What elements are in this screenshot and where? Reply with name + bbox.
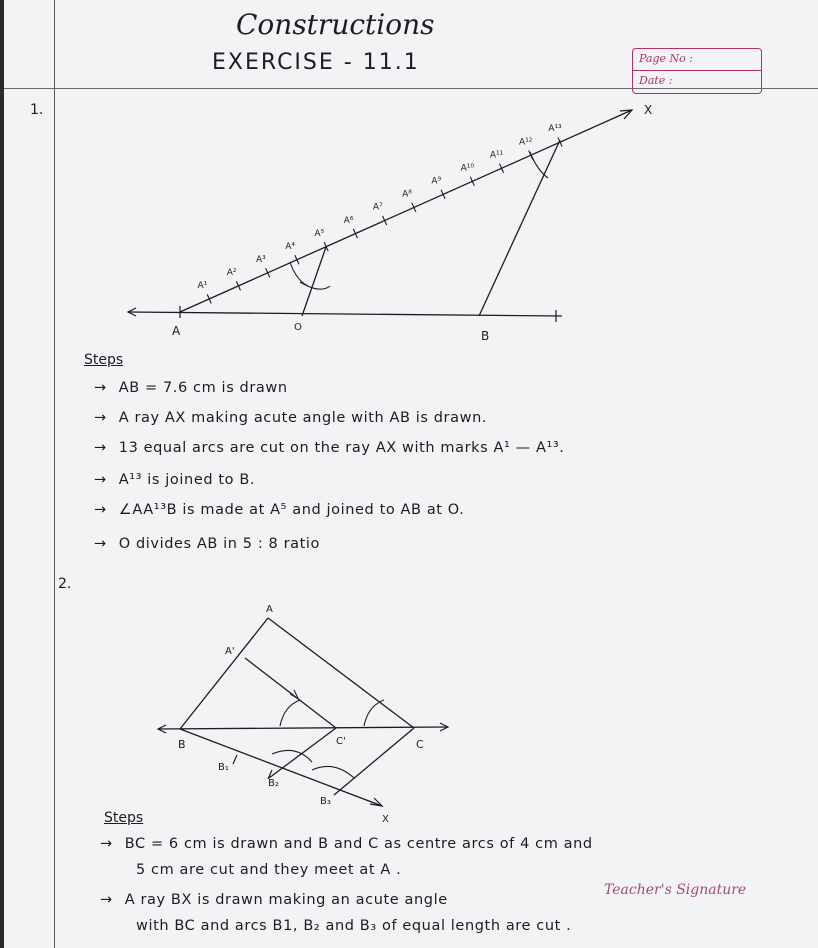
arc-angle-b3 [312, 766, 354, 778]
arc-mark-label-5: A⁵ [314, 228, 325, 239]
arc-mark-label-3: A³ [255, 254, 266, 265]
line-ac-2 [268, 618, 414, 728]
step-marker: → [94, 472, 107, 488]
arc-angle-a-2 [280, 700, 300, 726]
line-ab-2 [180, 618, 268, 729]
label-cprime-2: C' [336, 736, 346, 747]
q2-step: → BC = 6 cm is drawn and B and C as centre arcs of 4 cm and [100, 836, 593, 852]
line-ab [128, 312, 562, 316]
label-a: A [172, 324, 181, 338]
arc-mark-label-10: A¹⁰ [460, 163, 474, 174]
equal-arc-labels [198, 124, 563, 291]
label-b1-2: B₁ [218, 762, 229, 773]
q1-step: → A ray AX making acute angle with AB is drawn. [94, 410, 488, 426]
label-x: X [644, 103, 653, 117]
exercise-heading: EXERCISE - 11.1 [212, 50, 420, 75]
arc-angle-a5 [290, 262, 308, 286]
label-b: B [481, 329, 490, 343]
label-a-2: A [266, 604, 273, 615]
arc-mark-label-12: A¹² [519, 137, 533, 148]
steps-heading-1: Steps [84, 352, 124, 368]
q2-step-continued: 5 cm are cut and they meet at A . [136, 862, 402, 878]
equal-arc-ticks [207, 137, 562, 303]
line-c-b3 [334, 728, 414, 795]
step-marker: → [94, 536, 107, 552]
step-marker: → [100, 836, 113, 852]
line-cprime-aprime [245, 658, 336, 728]
question-2-number: 2. [58, 576, 72, 592]
question-1-number: 1. [30, 102, 44, 118]
label-b3-2: B₃ [320, 796, 331, 807]
q1-step: → ∠AA¹³B is made at A⁵ and joined to AB at O. [94, 502, 465, 518]
page-no-label: Page No : [639, 52, 693, 65]
arc-mark-label-6: A⁶ [343, 215, 354, 226]
line-bc [158, 727, 448, 729]
label-b-2: B [178, 738, 186, 751]
q1-step: → O divides AB in 5 : 8 ratio [94, 536, 321, 552]
arc-mark-label-9: A⁹ [431, 176, 442, 187]
label-aprime-2: A' [225, 646, 235, 657]
arc-mark-label-2: A² [226, 268, 237, 279]
step-marker: → [94, 410, 107, 426]
arc-angle-a13 [530, 152, 548, 178]
step-marker: → [94, 502, 107, 518]
ray-ax [180, 110, 632, 312]
q2-step: → A ray BX is drawn making an acute angle [100, 892, 448, 908]
arc-mark-label-13: A¹³ [548, 124, 562, 135]
label-b2-2: B₂ [268, 778, 279, 789]
date-label: Date : [639, 74, 673, 87]
line-cprime-b2 [269, 728, 336, 778]
ray-bx [180, 729, 382, 806]
teacher-signature-label: Teacher's Signature [604, 882, 747, 898]
arc-mark-label-4: A⁴ [285, 241, 295, 252]
label-o: O [294, 322, 302, 333]
steps-heading-2: Steps [104, 810, 144, 826]
q1-step: → A¹³ is joined to B. [94, 472, 256, 488]
figure-2-construction [158, 604, 448, 825]
step-marker: → [94, 380, 107, 396]
arc-mark-label-11: A¹¹ [489, 150, 504, 161]
q1-step: → 13 equal arcs are cut on the ray AX with marks A¹ — A¹³. [94, 440, 565, 456]
tick-b1 [233, 755, 237, 764]
line-a5-o [302, 247, 326, 316]
line-a13-b [479, 140, 560, 316]
q1-step: → AB = 7.6 cm is drawn [94, 380, 288, 396]
q2-step-continued: with BC and arcs B1, B₂ and B₃ of equal length are cut . [136, 918, 572, 934]
step-marker: → [94, 440, 107, 456]
arc-mark-label-8: A⁸ [402, 189, 412, 200]
step-marker: → [100, 892, 113, 908]
label-c-2: C [416, 738, 424, 751]
arc-mark-label-1: A¹ [197, 281, 208, 292]
arc-cut-o [300, 282, 330, 289]
page-title: Constructions [236, 8, 435, 41]
arc-mark-label-7: A⁷ [372, 202, 383, 213]
label-x-2: X [382, 814, 389, 825]
